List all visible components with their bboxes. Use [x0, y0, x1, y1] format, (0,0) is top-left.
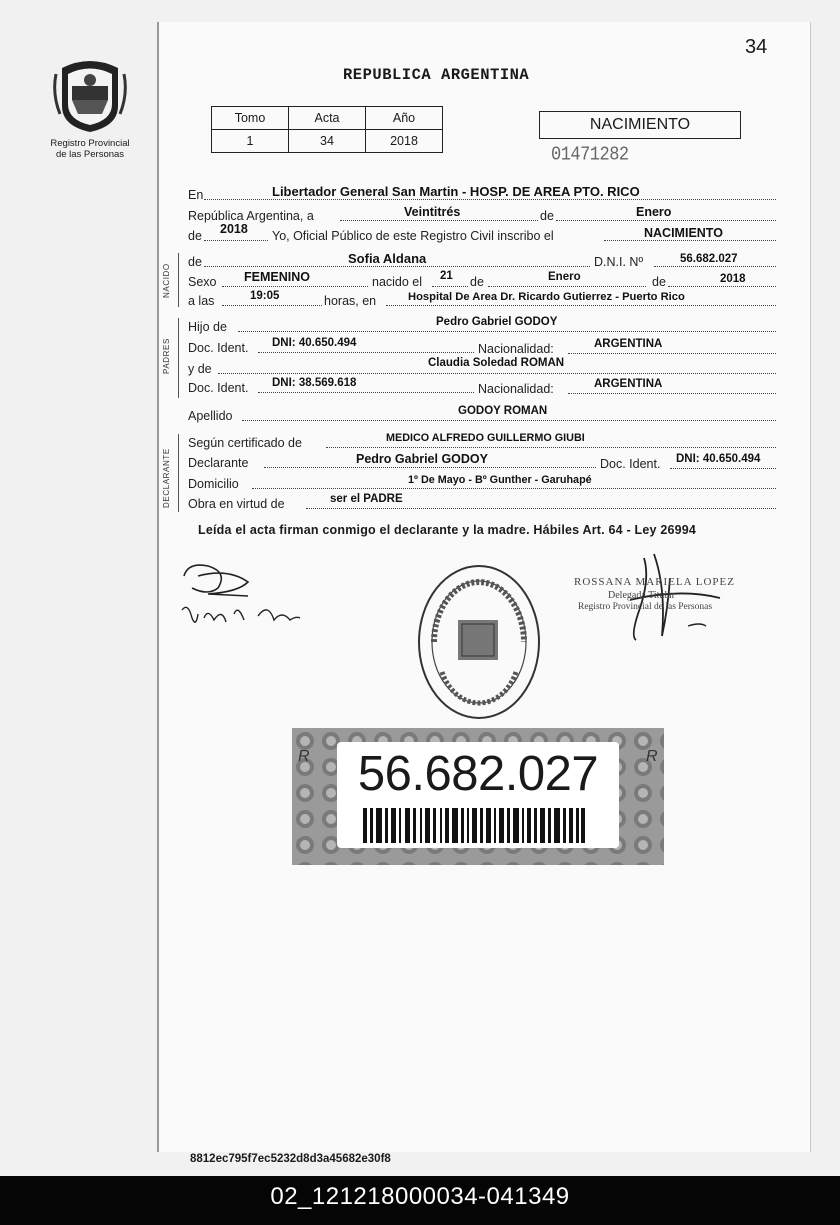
madre-doc-value: DNI: 38.569.618 [272, 377, 357, 389]
sticker-corner-letter: R [298, 748, 310, 765]
acta-value: 34 [289, 130, 366, 153]
dia-nacimiento-value: 21 [440, 270, 453, 282]
anio-header: Año [366, 107, 443, 130]
a-las-label: a las [188, 294, 215, 308]
sexo-label: Sexo [188, 275, 217, 289]
section-label-padres: PADRES [162, 338, 171, 374]
domicilio-label: Domicilio [188, 477, 239, 491]
dotted-line [264, 467, 596, 468]
doc-ident-label: Doc. Ident. [188, 341, 249, 355]
logo-caption-line2: de las Personas [55, 149, 125, 160]
en-label: En [188, 188, 204, 202]
official-role: Delegada Titular [608, 590, 675, 601]
de-label: de [652, 275, 666, 289]
document-title: REPUBLICA ARGENTINA [343, 66, 530, 84]
record-type-box: NACIMIENTO [539, 111, 741, 139]
footer-file-id: 02_121218000034-041349 [0, 1176, 840, 1225]
section-bracket [178, 253, 179, 307]
certificado-label: Según certificado de [188, 436, 302, 450]
anio-value: 2018 [220, 222, 248, 236]
dni-sticker [292, 728, 664, 865]
republica-label: República Argentina, a [188, 209, 314, 223]
dotted-line [258, 352, 474, 353]
dotted-line [238, 331, 776, 332]
section-bracket [178, 318, 179, 398]
dotted-line [204, 240, 268, 241]
madre-value: Claudia Soledad ROMAN [428, 357, 565, 369]
declarante-label: Declarante [188, 456, 249, 470]
official-org: Registro Provincial de las Personas [578, 602, 713, 612]
lugar-value: Libertador General San Martin - HOSP. DE AREA PTO. RICO [272, 184, 640, 199]
anio-value: 2018 [366, 130, 443, 153]
tomo-header: Tomo [212, 107, 289, 130]
dotted-line [670, 468, 776, 469]
declarant-signature [178, 558, 308, 638]
dotted-line [654, 266, 776, 267]
anio-nacimiento-value: 2018 [720, 273, 746, 285]
section-label-nacido: NACIDO [162, 263, 171, 298]
mes-nacimiento-value: Enero [548, 271, 581, 283]
de-label: de [540, 209, 554, 223]
dotted-line [218, 373, 776, 374]
barcode [363, 808, 585, 843]
dni-label: D.N.I. Nº [594, 255, 644, 269]
logo-caption [38, 138, 142, 160]
logo-caption-line1: Registro Provincial [50, 138, 130, 149]
nacionalidad-label: Nacionalidad: [478, 382, 554, 396]
doc-ident-label: Doc. Ident. [600, 457, 661, 471]
dotted-line [258, 392, 474, 393]
dotted-line [222, 286, 368, 287]
padre-value: Pedro Gabriel GODOY [436, 316, 558, 328]
lugar-nacimiento-value: Hospital De Area Dr. Ricardo Gutierrez - Puerto Rico [408, 291, 685, 303]
declarante-doc-value: DNI: 40.650.494 [676, 453, 761, 465]
obra-label: Obra en virtud de [188, 497, 285, 511]
section-label-declarante: DECLARANTE [162, 448, 171, 508]
dni-value: 56.682.027 [680, 253, 738, 265]
de-label: de [470, 275, 484, 289]
obra-value: ser el PADRE [330, 493, 403, 505]
apellido-label: Apellido [188, 409, 233, 423]
apellido-value: GODOY ROMAN [458, 405, 548, 417]
acta-header: Acta [289, 107, 366, 130]
dotted-line [340, 220, 538, 221]
dotted-line [204, 199, 776, 200]
de-label: de [188, 229, 202, 243]
y-de-label: y de [188, 362, 212, 376]
oficial-text: Yo, Oficial Público de este Registro Civil inscribo el [272, 229, 554, 243]
certificado-value: MEDICO ALFREDO GUILLERMO GIUBI [386, 432, 585, 444]
de-label: de [188, 255, 202, 269]
closing-statement: Leída el acta firman conmigo el declarante y la madre. Hábiles Art. 64 - Ley 26994 [198, 523, 697, 537]
acta-reference-table [211, 106, 443, 153]
official-name: ROSSANA MARIELA LOPEZ [574, 576, 735, 588]
dotted-line [252, 488, 776, 489]
dotted-line [568, 393, 776, 394]
document-hash: 8812ec795f7ec5232d8d3a45682e30f8 [190, 1153, 391, 1165]
official-signature-block [570, 548, 750, 648]
dotted-line [204, 266, 590, 267]
dotted-line [668, 286, 776, 287]
folio-stamp: 01471282 [551, 144, 629, 167]
sticker-corner-letter: R [646, 748, 658, 765]
tomo-value: 1 [212, 130, 289, 153]
madre-nacionalidad-value: ARGENTINA [594, 378, 663, 390]
page-number: 34 [745, 36, 768, 58]
dotted-line [604, 240, 776, 241]
mes-value: Enero [636, 205, 672, 219]
dotted-line [306, 508, 776, 509]
dia-value: Veintitrés [404, 205, 461, 219]
sticker-dni-number: 56.682.027 [357, 747, 599, 801]
nacionalidad-label: Nacionalidad: [478, 342, 554, 356]
horas-en-label: horas, en [324, 294, 377, 308]
dotted-line [568, 353, 776, 354]
domicilio-value: 1º De Mayo - Bº Gunther - Garuhapé [408, 474, 592, 486]
dotted-line [556, 220, 776, 221]
nombre-value: Sofia Aldana [348, 251, 427, 266]
dotted-line [242, 420, 776, 421]
official-seal-stamp [414, 562, 544, 722]
tipo-value: NACIMIENTO [644, 226, 723, 240]
misiones-coat-of-arms-logo [52, 54, 128, 134]
hijo-de-label: Hijo de [188, 320, 227, 334]
hora-value: 19:05 [250, 290, 280, 302]
sexo-value: FEMENINO [244, 270, 310, 284]
padre-nacionalidad-value: ARGENTINA [594, 338, 663, 350]
dotted-line [326, 447, 776, 448]
doc-ident-label: Doc. Ident. [188, 381, 249, 395]
dotted-line [488, 286, 646, 287]
dotted-line [386, 305, 776, 306]
nacido-el-label: nacido el [372, 275, 423, 289]
padre-doc-value: DNI: 40.650.494 [272, 337, 357, 349]
declarante-value: Pedro Gabriel GODOY [356, 452, 488, 466]
sticker-label [337, 742, 619, 848]
dotted-line [432, 286, 468, 287]
dotted-line [222, 305, 322, 306]
section-bracket [178, 434, 179, 512]
